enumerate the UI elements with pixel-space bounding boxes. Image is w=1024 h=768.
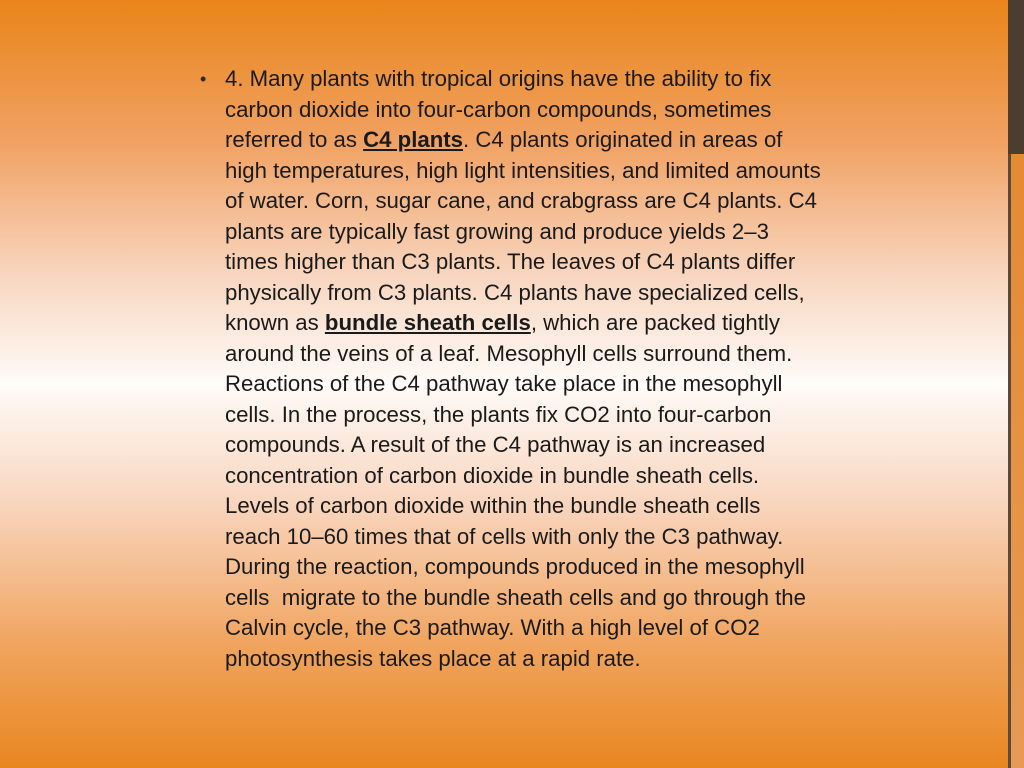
text-line: photosynthesis takes place at a rapid rate. [225,645,641,671]
bullet-item [196,64,992,674]
text-line: 4. Many plants with tropical origins have the ability to fix [225,66,772,91]
text-line: cells. In the process, the plants fix CO2 into four-carbon [225,401,772,427]
text-line: physically from C3 plants. C4 plants have specialized cells, [225,279,805,305]
text-segment: , which are packed tightly [530,310,780,335]
text-line: times higher than C3 plants. The leaves of C4 plants differ [225,249,796,274]
text-line: compounds. A result of the C4 pathway is an increased [225,432,766,457]
text-line: plants are typically fast growing and produce yields 2–3 [225,218,769,244]
slide-side-bar-accent [1008,0,1024,154]
text-line: high temperatures, high light intensities, and limited amounts [225,157,821,183]
text-line: cells migrate to the bundle sheath cells and go through the [225,584,806,610]
text-line [225,308,992,339]
term-bundle-sheath-cells: bundle sheath cells [324,310,531,335]
text-line: reach 10–60 times that of cells with only the C3 pathway. [225,523,784,549]
text-segment: referred to as [225,127,364,152]
text-line: around the veins of a leaf. Mesophyll cells surround them. [225,340,793,366]
slide-body [196,64,992,674]
text-line [225,125,992,156]
text-line: carbon dioxide into four-carbon compounds, sometimes [225,96,772,122]
text-line: Levels of carbon dioxide within the bundle sheath cells [225,493,761,518]
text-line: Reactions of the C4 pathway take place in the mesophyll [225,371,783,396]
text-line: Calvin cycle, the C3 pathway. With a high level of CO2 [225,615,760,640]
text-line: concentration of carbon dioxide in bundle sheath cells. [225,462,760,488]
text-segment: . C4 plants originated in areas of [463,127,783,152]
text-segment: known as [225,310,325,335]
text-line: During the reaction, compounds produced in the mesophyll [225,554,805,579]
text-line: of water. Corn, sugar cane, and crabgrass are C4 plants. C4 [225,188,817,213]
term-c4-plants: C4 plants [363,127,463,152]
bullet-icon: • [200,69,207,89]
